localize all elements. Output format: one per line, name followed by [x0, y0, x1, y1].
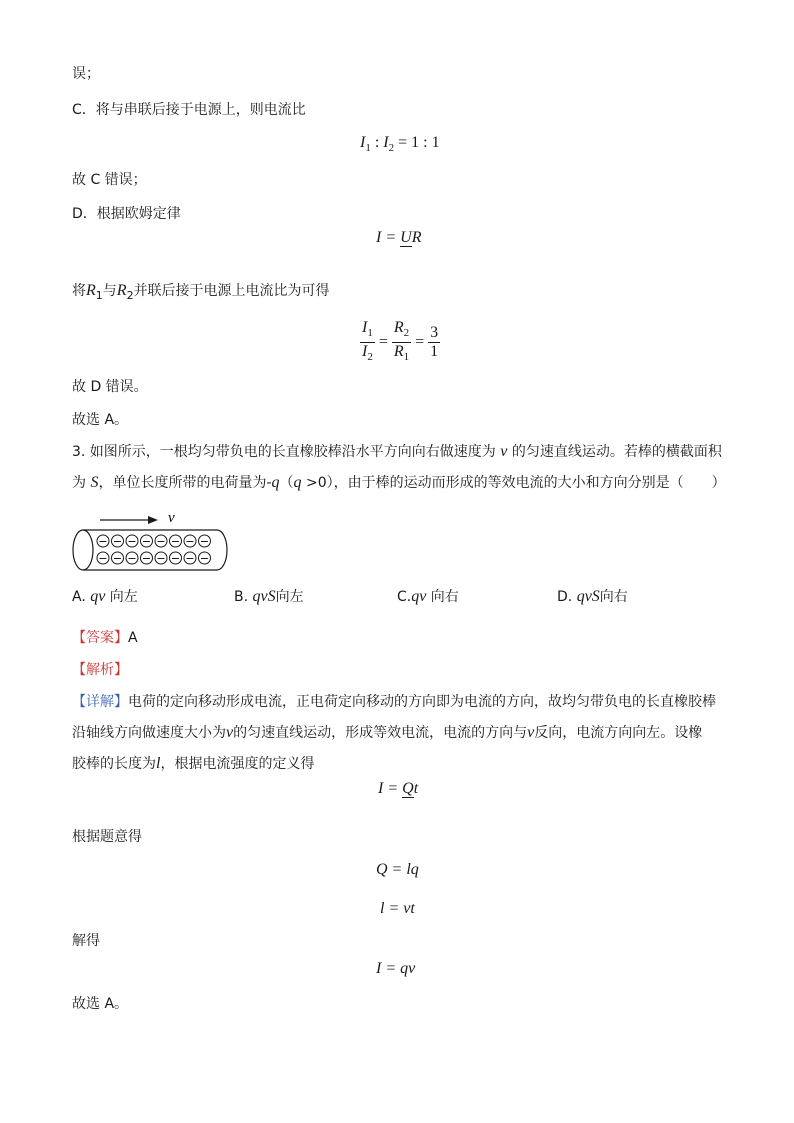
equation-ohms-law: I = UR	[376, 229, 422, 247]
text-line: 误；	[72, 66, 100, 82]
option-c-conclusion: 故 C 错误；	[72, 172, 147, 188]
equation-charge: Q = lq	[376, 861, 419, 878]
detail-line-3: 胶棒的长度为l，根据电流强度的定义得	[72, 755, 315, 772]
negative-charge-sign: −	[127, 552, 137, 565]
choose-answer: 故选 A。	[72, 412, 129, 428]
detail-line-1: 【详解】电荷的定向移动形成电流，正电荷定向移动的方向即为电流的方向，故均匀带负电的长直橡胶棒	[72, 694, 716, 710]
option-d-text: 将$R_1$与$R_2$并联后接于电源上电流比为可得	[72, 282, 330, 302]
negative-charge-sign: −	[199, 552, 210, 565]
negative-charge-sign: −	[156, 535, 166, 548]
negative-charge-sign: −	[98, 552, 108, 565]
negative-charge-sign: −	[127, 535, 137, 548]
negative-charges	[97, 535, 211, 565]
option-d-conclusion: 故 D 错误。	[72, 379, 148, 395]
negative-charge-sign: −	[112, 535, 123, 548]
negative-charge-sign: −	[170, 535, 181, 548]
negative-charge-sign: −	[156, 552, 166, 565]
velocity-arrow	[100, 516, 158, 524]
negative-charge-sign: −	[141, 535, 152, 548]
detail-line-2: 沿轴线方向做速度大小为v的匀速直线运动，形成等效电流，电流的方向与v反向，电流方向向左。设橡	[72, 724, 703, 741]
equation-length: l = vt	[380, 900, 415, 917]
negative-charge-sign: −	[199, 535, 210, 548]
negative-charge-sign: −	[170, 552, 181, 565]
option-d[interactable]: D. qvS向右	[557, 588, 628, 605]
negative-charge-sign: −	[141, 552, 152, 565]
answer-line: 【答案】A	[72, 630, 138, 646]
option-d-analysis: D．根据欧姆定律	[72, 206, 181, 222]
option-c[interactable]: C.qv 向右	[397, 588, 459, 605]
negative-charge-sign: −	[112, 552, 123, 565]
option-b[interactable]: B. qvS向左	[234, 588, 304, 605]
negative-charge-sign: −	[98, 535, 108, 548]
equation-current-ratio: $I_1$ : $I_2 = 1$ : 1	[360, 134, 440, 155]
analysis-heading: 【解析】	[72, 662, 128, 678]
solve-text: 解得	[72, 933, 100, 949]
by-question-text: 根据题意得	[72, 829, 142, 845]
option-a[interactable]: A. qv 向左	[72, 588, 138, 605]
choose-answer-2: 故选 A。	[72, 996, 129, 1012]
question-3-line-2: 为 S，单位长度所带的电荷量为-q（q >0），由于棒的运动而形成的等效电流的大小和方向分别是（ ）	[72, 474, 726, 491]
charged-rod-diagram	[70, 506, 230, 574]
negative-charge-sign: −	[185, 552, 195, 565]
equation-current-definition: I = Qt	[378, 780, 419, 798]
equation-result: I = qv	[376, 960, 416, 977]
velocity-label: v	[168, 510, 175, 526]
negative-charge-sign: −	[185, 535, 195, 548]
option-c-analysis: C．将与串联后接于电源上，则电流比	[72, 102, 306, 118]
question-3-line-1: 3. 如图所示，一根均匀带负电的长直橡胶棒沿水平方向向右做速度为 v 的匀速直线运动。若棒的横截面积	[72, 443, 722, 460]
equation-parallel-ratio: $\frac{I_1}{I_2}$ = $\frac{R_2}{R_1}$ = $\frac{3}{1}$	[362, 319, 439, 364]
